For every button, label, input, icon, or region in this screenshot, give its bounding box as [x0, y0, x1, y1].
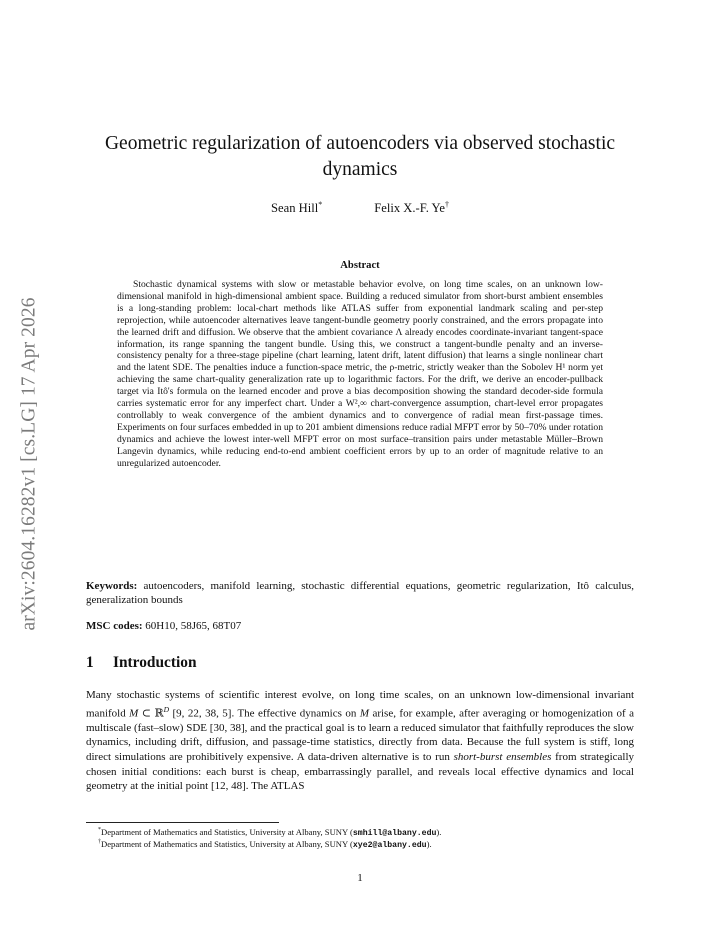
- footnote-rule: [86, 822, 279, 823]
- keywords: [86, 579, 634, 608]
- author: Felix X.-F. Ye†: [374, 200, 449, 216]
- page-number: 1: [357, 872, 363, 884]
- footnote: †Department of Mathematics and Statistics, University at Albany, SUNY (xye2@albany.edu).: [98, 838, 432, 850]
- abstract-body: Stochastic dynamical systems with slow or metastable behavior evolve, on long time scales, on an unknown low-dimensional manifold in high-dimensional ambient space. Building a reduced simulator from short-burst ambient ensembles is a long-standing problem: local-chart methods like ATLAS suffer from exponential landmark scaling and per-step reprojection, while autoencoder alternatives leave tangent-bundle geometry poorly constrained, and the errors propagate into the learned drift and diffusion. We observe that the ambient covariance Λ already encodes coordinate-invariant tangent-space information, its range spanning the tangent bundle. Using this, we construct a tangent-bundle penalty and an inverse-consistency penalty for a three-stage pipeline (chart learning, latent drift, latent diffusion) that learns a single nonlinear chart and the latent SDE. The penalties induce a function-space metric, the ρ-metric, strictly weaker than the Sobolev H¹ norm yet achieving the same chart-quality generalization rate up to logarithmic factors. For the drift, we derive an encoder-pullback target via Itô's formula on the learned encoder and prove a bias decomposition showing the standard decoder-side formula carries systematic error for any imperfect chart. Under a W²,∞ chart-convergence assumption, chart-level error propagates controllably to weak convergence of the ambient dynamics and to convergence of radial mean first-passage times. Experiments on four surfaces embedded in up to 201 ambient dimensions reduce radial MFPT error by 50–70% under rotation dynamics and achieve the lowest inter-well MFPT error on most surface–transition pairs under metastable Müller–Brown Langevin dynamics, while reducing end-to-end ambient coefficient errors by up to an order of magnitude relative to an unregularized autoencoder.: [117, 279, 603, 469]
- author-list: [86, 200, 634, 216]
- email-link[interactable]: xye2@albany.edu: [352, 840, 427, 850]
- section-title: Introduction: [113, 654, 197, 671]
- paper-title: Geometric regularization of autoencoders via observed stochastic dynamics: [104, 133, 616, 180]
- author: Sean Hill*: [271, 200, 323, 216]
- section-heading: [86, 654, 197, 672]
- section-number: 1: [86, 654, 94, 671]
- keywords-text: autoencoders, manifold learning, stochastic differential equations, geometric regularization, Itô calculus, generalization bounds: [86, 580, 634, 607]
- arxiv-identifier: [4, 258, 56, 670]
- msc-text: 60H10, 58J65, 68T07: [145, 620, 242, 632]
- arxiv-identifier-text: arXiv:2604.16282v1 [cs.LG] 17 Apr 2026: [19, 297, 40, 631]
- msc-codes: [86, 619, 634, 633]
- emphasis: short-burst ensembles: [453, 751, 552, 764]
- email-link[interactable]: smhill@albany.edu: [352, 828, 437, 838]
- intro-paragraph: Many stochastic systems of scientific interest evolve, on long time scales, on an unknown low-dimensional invariant manifold M ⊂ ℝ$^D$ [9, 22, 38, 5]. The effective dynamics on M arise, for example, after averaging or homogenization of a multiscale (fast–slow) SDE [30, 38], and the practical goal is to learn a reduced simulator that faithfully reproduces the slow dynamics, including drift, diffusion, and passage-time statistics, directly from data. Because the full system is stiff, long direct simulations are prohibitively expensive. A data-driven alternative is to run short-burst ensembles from strategically chosen initial conditions: each burst is cheap, embarrassingly parallel, and reveals local effective dynamics and local geometry at the initial point [12, 48]. The ATLAS: [86, 689, 635, 793]
- keywords-label: Keywords:: [86, 580, 138, 592]
- footnote: *Department of Mathematics and Statistics, University at Albany, SUNY (smhill@albany.edu).: [98, 826, 442, 838]
- msc-label: MSC codes:: [86, 620, 143, 632]
- abstract-heading: Abstract: [340, 260, 380, 271]
